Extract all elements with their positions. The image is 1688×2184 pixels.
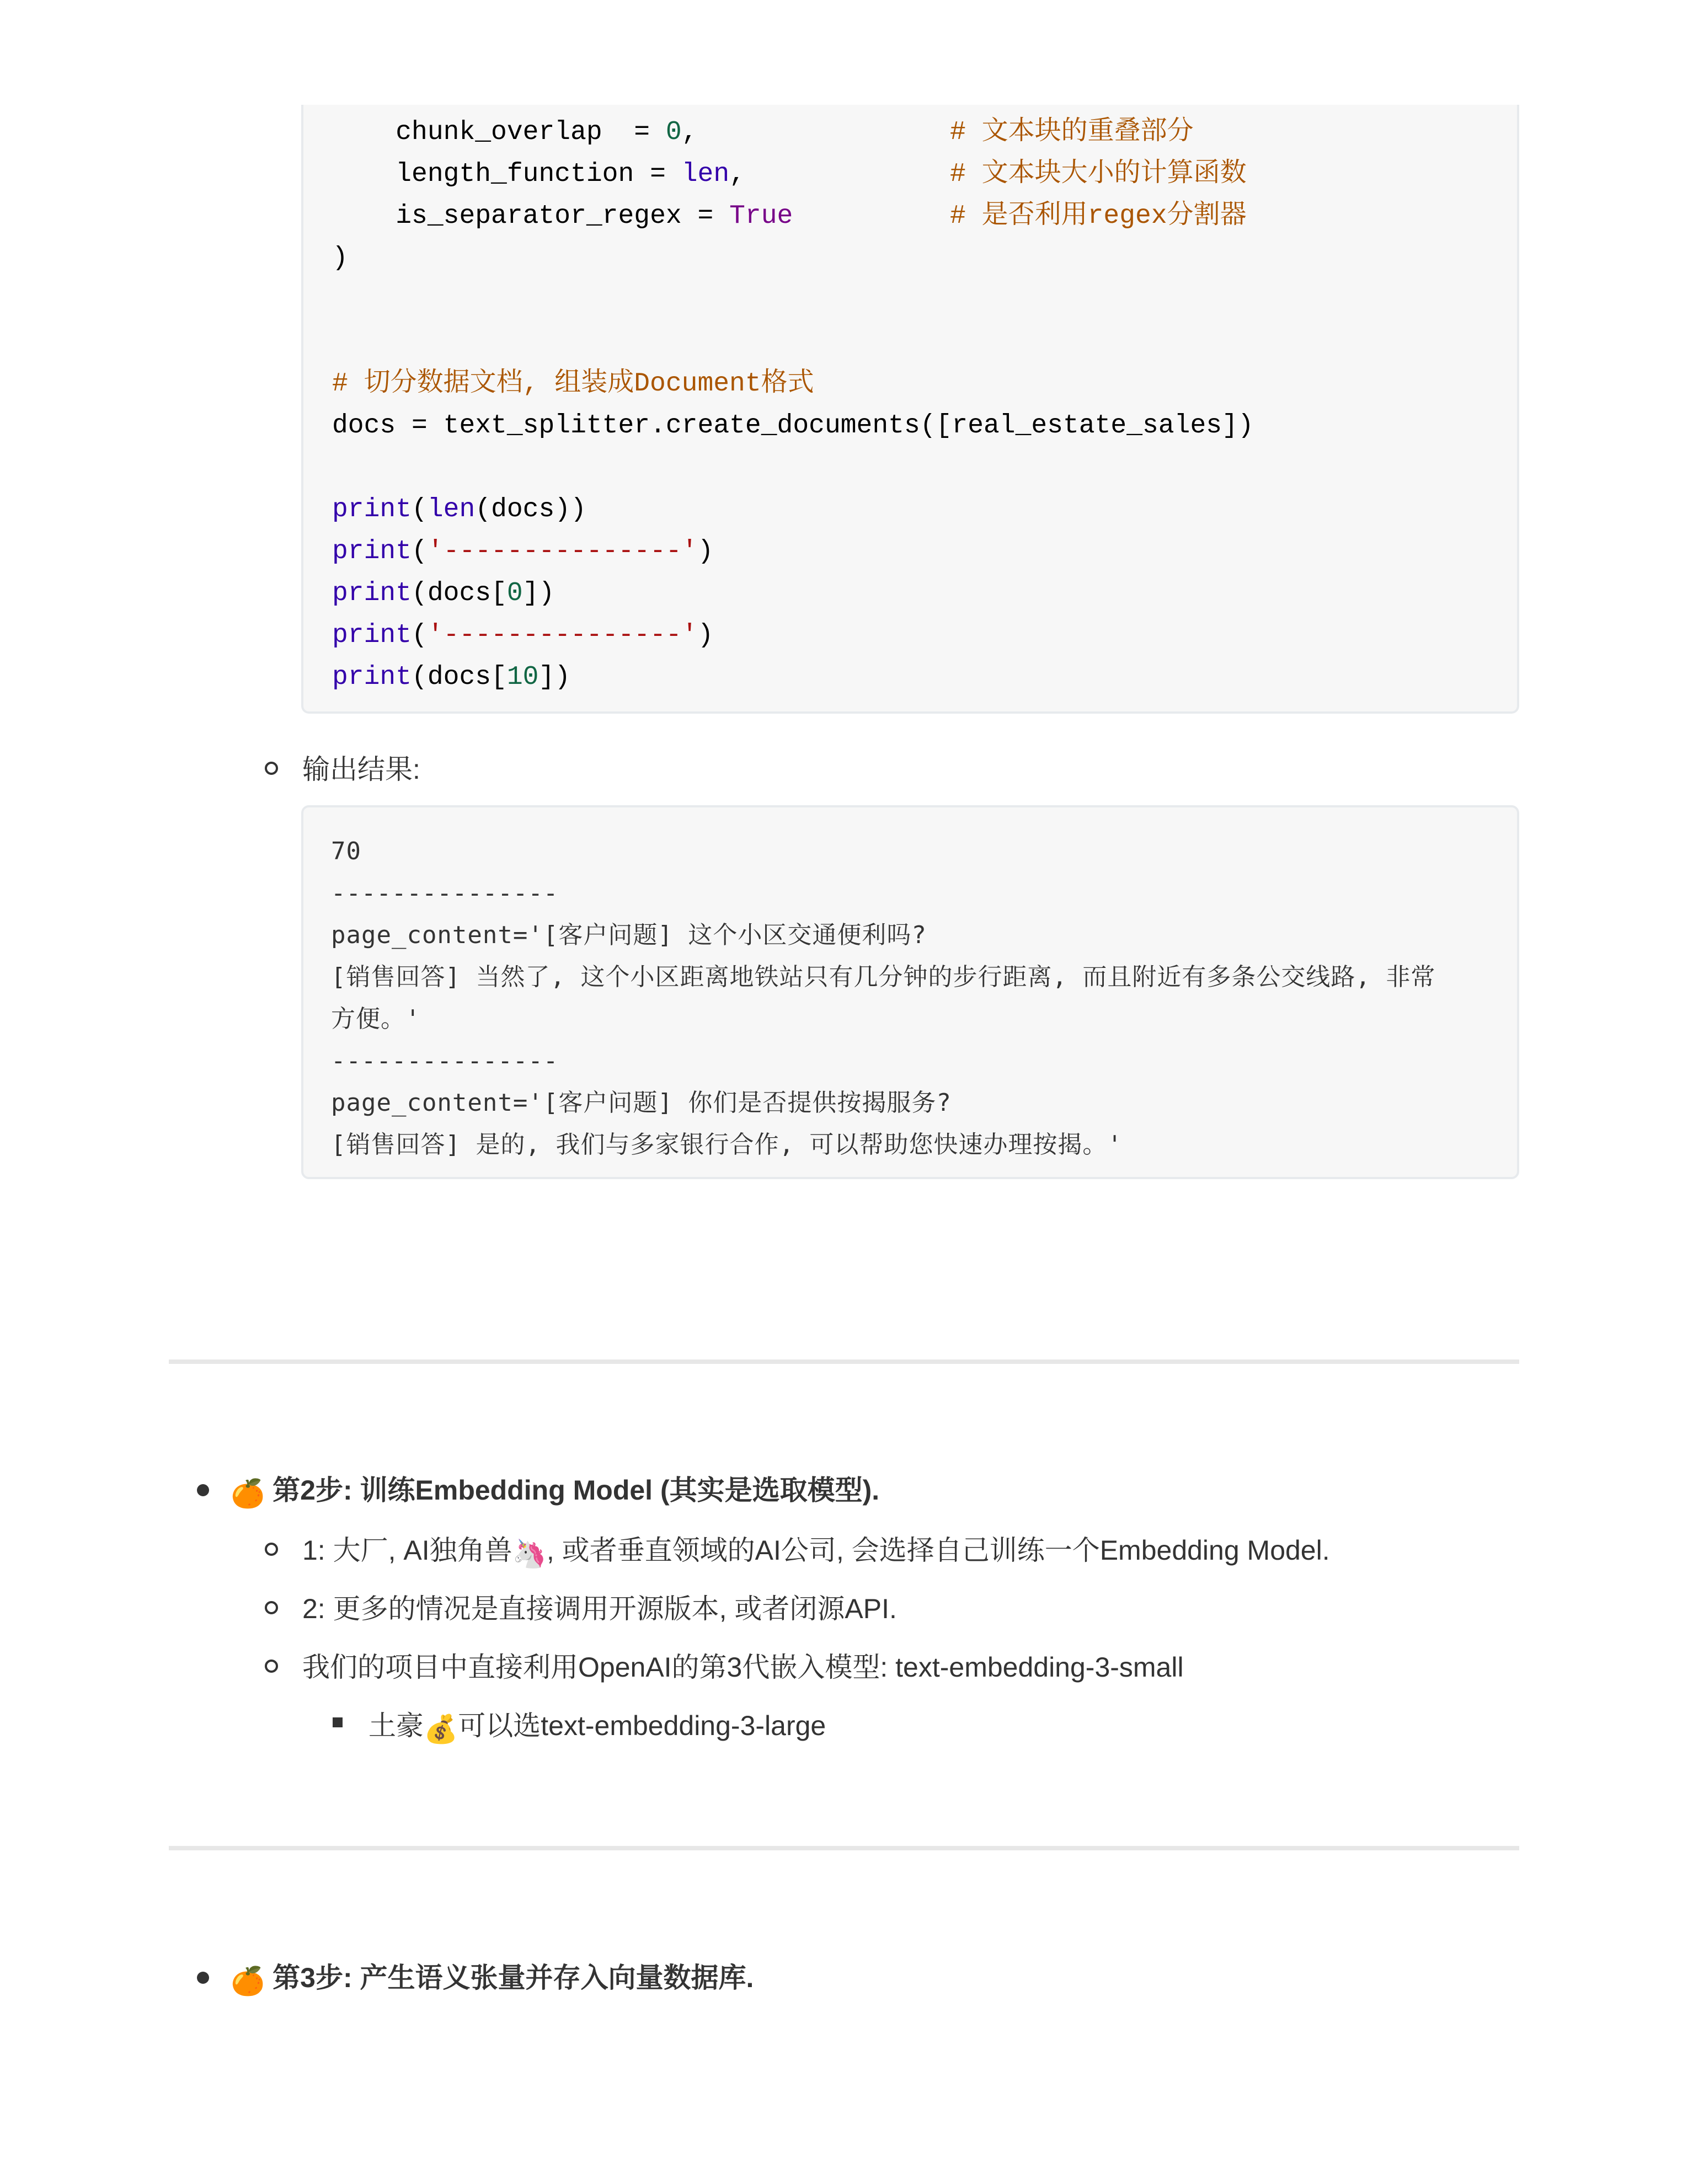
circle-bullet-icon	[265, 762, 278, 775]
step2-item-3: 我们的项目中直接利用OpenAI的第3代嵌入模型: text-embedding-3-small	[302, 1652, 1184, 1683]
code-comment-split: # 切分数据文档, 组装成Document格式	[332, 369, 814, 399]
step2-title: 第2步: 训练Embedding Model (其实是选取模型).	[273, 1475, 880, 1506]
disc-bullet-icon	[197, 1972, 209, 1984]
code-line-is-separator-regex: is_separator_regex = True	[396, 201, 793, 231]
code-line-docs-assign: docs = text_splitter.create_documents([real_estate_sales])	[332, 411, 1254, 441]
output-line: page_content='[客户问题] 你们是否提供按揭服务?	[331, 1089, 952, 1117]
disc-bullet-icon	[197, 1484, 209, 1496]
output-line: ---------------	[331, 1047, 559, 1075]
step2-item-1: 1: 大厂, AI独角兽🦄, 或者垂直领域的AI公司, 会选择自己训练一个Embedding Model.	[302, 1531, 1330, 1573]
output-line: [销售回答] 是的, 我们与多家银行合作, 可以帮助您快速办理按揭。'	[331, 1131, 1123, 1159]
step2-item-2: 2: 更多的情况是直接调用开源版本, 或者闭源API.	[302, 1593, 897, 1624]
code-block-output	[301, 805, 1519, 1179]
step3-title: 第3步: 产生语义张量并存入向量数据库.	[273, 1962, 754, 1993]
circle-bullet-icon	[265, 1601, 278, 1614]
code-line-print-separator: print('---------------')	[332, 537, 714, 566]
code-comment: # 文本块大小的计算函数	[950, 159, 1247, 189]
code-line-print-docs-10: print(docs[10])	[332, 662, 571, 692]
tangerine-icon: 🍊	[231, 1478, 265, 1509]
code-line-length-function: length_function = len,	[396, 159, 745, 189]
output-line: [销售回答] 当然了, 这个小区距离地铁站只有几分钟的步行距离, 而且附近有多条公交线路, 非常	[331, 963, 1436, 991]
step2-sub-item: 土豪💰可以选text-embedding-3-large	[368, 1706, 826, 1748]
code-line-print-docs-0: print(docs[0])	[332, 579, 555, 608]
output-line: 方便。'	[331, 1005, 421, 1033]
code-block-text-splitter	[301, 105, 1519, 714]
output-line: ---------------	[331, 879, 559, 907]
horizontal-rule	[169, 1846, 1519, 1850]
output-line: page_content='[客户问题] 这个小区交通便利吗?	[331, 921, 927, 949]
code-line-chunk-overlap: chunk_overlap = 0,	[396, 117, 698, 147]
step3-heading	[231, 1958, 754, 2000]
output-label: 输出结果:	[302, 754, 420, 785]
output-line: 70	[331, 837, 361, 865]
unicorn-icon: 🦄	[512, 1538, 547, 1569]
circle-bullet-icon	[265, 1660, 278, 1673]
code-line-print-separator: print('---------------')	[332, 620, 714, 650]
square-bullet-icon	[333, 1717, 343, 1727]
tangerine-icon: 🍊	[231, 1966, 265, 1996]
circle-bullet-icon	[265, 1543, 278, 1556]
step2-heading	[231, 1471, 879, 1513]
money-bag-icon: 💰	[424, 1714, 458, 1744]
code-comment: # 文本块的重叠部分	[950, 117, 1194, 147]
code-close-paren: )	[332, 243, 348, 273]
horizontal-rule	[169, 1359, 1519, 1364]
code-comment: # 是否利用regex分割器	[950, 201, 1247, 231]
code-line-print-len: print(len(docs))	[332, 495, 586, 524]
